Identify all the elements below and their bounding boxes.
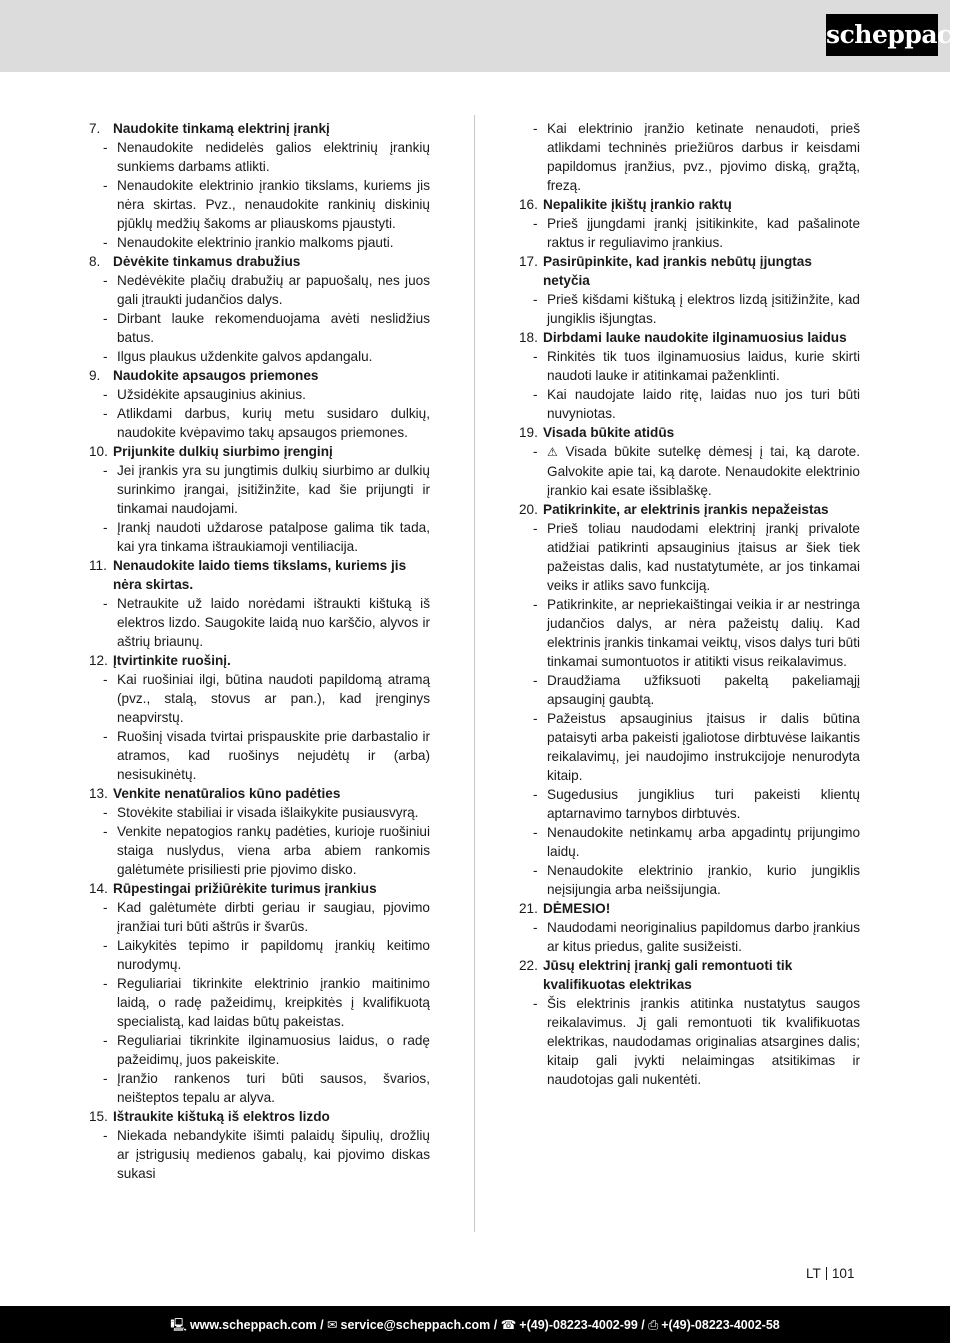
section-title: Rūpestingai prižiūrėkite turimus įrankius: [113, 881, 377, 896]
list-item-text: [117, 727, 430, 784]
list-item: [519, 785, 860, 823]
section-title: Ištraukite kištuką iš elektros lizdo: [113, 1109, 330, 1124]
dash-bullet: -: [103, 463, 108, 478]
section-heading: [89, 442, 430, 461]
section-number: 9.: [89, 368, 101, 383]
section-items: [89, 385, 430, 442]
section-7: [89, 119, 430, 252]
item-text: Kai ruošiniai ilgi, būtina naudoti papildomą atramą (pvz., stalą, stovus ar pan.), kad įrenginys neapvirstų.: [117, 672, 430, 725]
page-number-value: 101: [831, 1266, 855, 1281]
list-item: [89, 727, 430, 784]
item-text: Stovėkite stabiliai ir visada išlaikykite pusiausvyrą.: [117, 805, 419, 820]
column-divider: [474, 115, 475, 1232]
section-title: Venkite nenatūralios kūno padėties: [113, 786, 341, 801]
item-text: Dirbant lauke rekomenduojama avėti neslidžius batus.: [117, 311, 430, 345]
dash-bullet: -: [103, 178, 108, 193]
section-title: Visada būkite atidūs: [543, 425, 675, 440]
list-item: [519, 519, 860, 595]
section-heading: [89, 1107, 430, 1126]
item-text: Pažeistus apsauginius įtaisus ir dalis būtina pataisyti arba pakeisti įgaliotose dirbtuvėse laikantis reikalavimų, jei naudojimo instrukcijoje nenurodyta kitaip.: [547, 711, 860, 783]
item-text: Prieš įjungdami įrankį įsitikinkite, kad pašalinote raktus ir reguliavimo įrankius.: [547, 216, 860, 250]
list-item: [89, 309, 430, 347]
dash-bullet: -: [103, 596, 108, 611]
section-heading: [89, 252, 430, 271]
list-item-text: [547, 290, 860, 328]
right-column: [519, 119, 860, 1089]
section-heading: [519, 956, 860, 994]
section-20: [519, 500, 860, 899]
dash-bullet: -: [103, 900, 108, 915]
left-column: [89, 119, 430, 1183]
list-item-text: [547, 861, 860, 899]
item-text: Įrankį naudoti uždarose patalpose galima tik tada, kai yra tinkama ištraukiamoji ventiliacija.: [117, 520, 430, 554]
list-item: [89, 898, 430, 936]
section-number: 21.: [519, 901, 538, 916]
section-heading: [89, 119, 430, 138]
dash-bullet: -: [533, 825, 538, 840]
section-title: Dirbdami lauke naudokite ilginamuosius laidus: [543, 330, 847, 345]
section-22: [519, 956, 860, 1089]
warning-triangle-icon: ⚠: [547, 445, 562, 459]
item-text: Patikrinkite, ar nepriekaištingai veikia ir ar nestringa judančios dalys, ar nėra pažeistų dalių. Kad elektrinis įrankis tinkamai veiktų, visos dalys turi būti tinkamai sumontuotos ir atitikti visus reikalavimus.: [547, 597, 860, 669]
item-text: Laikykitės tepimo ir papildomų įrankių keitimo nurodymų.: [117, 938, 430, 972]
section-items: [519, 918, 860, 956]
dash-bullet: -: [533, 121, 538, 136]
item-text: Netraukite už laido norėdami ištraukti kištuką iš elektros lizdo. Saugokite laidą nuo karščio, alyvos ir aštrių briaunų.: [117, 596, 430, 649]
section-number: 19.: [519, 425, 538, 440]
list-item-text: [117, 138, 430, 176]
list-item-text: [117, 309, 430, 347]
item-text: Kad galėtumėte dirbti geriau ir saugiau, pjovimo įranžiai turi būti aštrūs ir švarūs.: [117, 900, 430, 934]
section-title: Naudokite tinkamą elektrinį įrankį: [113, 121, 330, 136]
list-item-text: [117, 1031, 430, 1069]
list-item-text: [117, 936, 430, 974]
dash-bullet: -: [533, 521, 538, 536]
section-number: 18.: [519, 330, 538, 345]
section-number: 14.: [89, 881, 108, 896]
dash-bullet: -: [103, 1033, 108, 1048]
section-title: Prijunkite dulkių siurbimo įrenginį: [113, 444, 333, 459]
list-item-text: [117, 176, 430, 233]
section-items: [519, 442, 860, 500]
list-item: [89, 233, 430, 252]
dash-bullet: -: [103, 805, 108, 820]
section-title: Nenaudokite laido tiems tikslams, kuriems jis nėra skirtas.: [113, 558, 407, 592]
section-11: [89, 556, 430, 651]
item-text: Šis elektrinis įrankis atitinka nustatytus saugos reikalavimus. Jį gali remontuoti tik kvalifikuotas elektrikas, naudodamas originalias atsargines dalis; kitaip gali įvykti nelaimingas atsitikimas ir naudotojas gali nukentėti.: [547, 996, 860, 1087]
section-title: Dėvėkite tinkamus drabužius: [113, 254, 301, 269]
list-item: [89, 385, 430, 404]
section-items: [519, 347, 860, 423]
list-item-text: [547, 385, 860, 423]
list-item: [519, 595, 860, 671]
list-item: [89, 803, 430, 822]
section-number: 12.: [89, 653, 108, 668]
section-heading: [89, 879, 430, 898]
dash-bullet: -: [103, 387, 108, 402]
item-text: Jei įrankis yra su jungtimis dulkių siurbimo ar dulkių surinkimo įrangai, įsitižinžite, kad šie prijungti ir tinkamai naudojami.: [117, 463, 430, 516]
list-item-text: [547, 347, 860, 385]
section-title: Pasirūpinkite, kad įrankis nebūtų įjungtas netyčia: [543, 254, 812, 288]
list-item-text: [117, 1069, 430, 1107]
section-items: [89, 461, 430, 556]
section-17: [519, 252, 860, 328]
list-item: [89, 1031, 430, 1069]
list-item-text: [117, 822, 430, 879]
list-item: [89, 518, 430, 556]
item-text: Nedėvėkite plačių drabužių ar papuošalų, nes juos gali įtraukti judančios dalys.: [117, 273, 430, 307]
list-item: [519, 709, 860, 785]
footer-email[interactable]: service@scheppach.com /: [340, 1318, 498, 1332]
dash-bullet: -: [533, 444, 538, 459]
list-item-text: [117, 233, 430, 252]
item-text: Nenaudokite elektrinio įrankio tikslams, kuriems jis nėra skirtas. Pvz., nenaudokite rankinių diskinių pjūklų medžių šakoms ar pliauskoms pjaustyti.: [117, 178, 430, 231]
dash-bullet: -: [533, 996, 538, 1011]
item-text: Reguliariai tikrinkite elektrinio įrankio maitinimo laidą, o radę pažeidimų, kreipkitės į kvalifikuotą specialistą, kad laidas būtų pakeistas.: [117, 976, 430, 1029]
section-18: [519, 328, 860, 423]
list-item: [519, 119, 860, 195]
item-text: Ruošinį visada tvirtai prispauskite prie darbastalio ir atramos, kad ruošinys nejudėtų ir (arba) nesisukinėtų.: [117, 729, 430, 782]
item-text: Venkite nepatogios rankų padėties, kurioje ruošiniui staiga nuslydus, viena arba abiem rankomis galėtumėte prisiliesti prie pjovimo disko.: [117, 824, 430, 877]
section-items: [89, 1126, 430, 1183]
list-item: [519, 994, 860, 1089]
item-text: Nenaudokite netinkamų arba apgadintų prijungimo laidų.: [547, 825, 860, 859]
section-items: [89, 594, 430, 651]
dash-bullet: -: [103, 1128, 108, 1143]
dash-bullet: -: [533, 787, 538, 802]
section-number: 7.: [89, 121, 101, 136]
section-19: [519, 423, 860, 500]
list-item-text: [117, 670, 430, 727]
list-item-text: [547, 595, 860, 671]
section-15: [89, 1107, 430, 1183]
list-item-text: [117, 461, 430, 518]
section-title: Jūsų elektrinį įrankį gali remontuoti tik kvalifikuotas elektrikas: [543, 958, 793, 992]
footer-fax: +(49)-08223-4002-58: [661, 1318, 780, 1332]
header-bar: [0, 0, 969, 72]
section-title: Įtvirtinkite ruošinį.: [113, 653, 231, 668]
section-items: [89, 803, 430, 879]
item-text: Ilgus plaukus uždenkite galvos apdangalu.: [117, 349, 373, 364]
section-heading: [519, 252, 860, 290]
section-12: [89, 651, 430, 784]
list-item-text: [547, 994, 860, 1089]
section-heading: [519, 328, 860, 347]
list-item: [89, 670, 430, 727]
section-number: 8.: [89, 254, 101, 269]
section-title: Patikrinkite, ar elektrinis įrankis nepažeistas: [543, 502, 829, 517]
list-item: [89, 1069, 430, 1107]
list-item-text: [117, 271, 430, 309]
list-item: [519, 442, 860, 500]
item-text: Įranžio rankenos turi būti sausos, švarios, neišteptos tepalu ar alyva.: [117, 1071, 430, 1105]
page-separator: [826, 1267, 827, 1280]
item-text: Sugedusius jungiklius turi pakeisti klientų aptarnavimo tarnybos dirbtuvės.: [547, 787, 860, 821]
list-item: [89, 176, 430, 233]
section-items: [519, 519, 860, 899]
section-items: [519, 214, 860, 252]
list-item: [519, 290, 860, 328]
list-item-text: [117, 404, 430, 442]
item-text: Nenaudokite elektrinio įrankio, kurio jungiklis neįsijungia arba neišsijungia.: [547, 863, 860, 897]
list-item-text: [547, 709, 860, 785]
item-text: Naudodami neoriginalius papildomus darbo įrankius ar kitus priedus, galite susižeisti.: [547, 920, 860, 954]
list-item: [89, 138, 430, 176]
section-number: 13.: [89, 786, 108, 801]
list-item: [89, 1126, 430, 1183]
phone-icon: ☎: [500, 1317, 517, 1332]
footer-bar: [0, 1306, 950, 1343]
list-item: [89, 461, 430, 518]
list-item-text: [117, 974, 430, 1031]
section-number: 17.: [519, 254, 538, 269]
dash-bullet: -: [103, 406, 108, 421]
section-heading: [519, 423, 860, 442]
item-text: Kai elektrinio įranžio ketinate nenaudoti, prieš atlikdami techninės priežiūros darbus ir keisdami papildomus įranžius, pvz., pjovimo diską, grąžtą, frezą.: [547, 121, 860, 193]
item-text: Atlikdami darbus, kurių metu susidaro dulkių, naudokite kvėpavimo takų apsaugos priemones.: [117, 406, 430, 440]
section-21: [519, 899, 860, 956]
dash-bullet: -: [103, 1071, 108, 1086]
list-item-text: [547, 671, 860, 709]
section-heading: [89, 556, 430, 594]
item-text: Nenaudokite nedidelės galios elektrinių įrankių sunkiems darbams atlikti.: [117, 140, 430, 174]
section-heading: [519, 500, 860, 519]
item-text: Rinkitės tik tuos ilginamuosius laidus, kurie skirti naudoti lauke ir atitinkamai paženklinti.: [547, 349, 860, 383]
list-item: [519, 385, 860, 423]
list-item-text: [117, 518, 430, 556]
dash-bullet: -: [533, 920, 538, 935]
list-item-text: [547, 785, 860, 823]
dash-bullet: -: [103, 140, 108, 155]
section-number: 16.: [519, 197, 538, 212]
section-items: [519, 994, 860, 1089]
section-number: 22.: [519, 958, 538, 973]
dash-bullet: -: [103, 729, 108, 744]
section-heading: [519, 195, 860, 214]
section-items: [519, 290, 860, 328]
list-item-text: [117, 347, 430, 366]
dash-bullet: -: [533, 292, 538, 307]
item-text: Užsidėkite apsauginius akinius.: [117, 387, 306, 402]
list-item-text: [547, 119, 860, 195]
list-item: [519, 918, 860, 956]
dash-bullet: -: [103, 311, 108, 326]
list-item: [519, 214, 860, 252]
dash-bullet: -: [103, 273, 108, 288]
list-item: [89, 974, 430, 1031]
section-items: [89, 670, 430, 784]
dash-bullet: -: [533, 387, 538, 402]
item-text: Prieš toliau naudodami elektrinį įrankį privalote atidžiai patikrinti apsauginius įtaisus ar šiek tiek pažeistas dalis, kad nustatytumėte, ar jos tinkamai veiks ir atliks savo funkciją.: [547, 521, 860, 593]
section-8: [89, 252, 430, 366]
fax-icon: ⎙: [648, 1317, 659, 1332]
section-items: [89, 271, 430, 366]
section-heading: [89, 651, 430, 670]
continued-list: [519, 119, 860, 195]
item-text: Niekada nebandykite išimti palaidų šipulių, drožlių ar įstrigusių medienos gabalų, kai pjovimo diskas sukasi: [117, 1128, 430, 1181]
dash-bullet: -: [533, 216, 538, 231]
dash-bullet: -: [533, 349, 538, 364]
section-heading: [519, 899, 860, 918]
section-title: DĖMESIO!: [543, 901, 611, 916]
section-heading: [89, 784, 430, 803]
page-number: [806, 1265, 855, 1283]
section-title: Nepalikite įkištų įrankio raktų: [543, 197, 732, 212]
list-item-text: [547, 442, 860, 500]
list-item: [89, 936, 430, 974]
section-10: [89, 442, 430, 556]
section-13: [89, 784, 430, 879]
list-item-text: [547, 918, 860, 956]
section-14: [89, 879, 430, 1107]
section-number: 10.: [89, 444, 108, 459]
computer-icon: 🖳: [170, 1317, 187, 1332]
item-text: Nenaudokite elektrinio įrankio malkoms pjauti.: [117, 235, 394, 250]
page-language: LT: [806, 1266, 821, 1281]
section-number: 11.: [89, 558, 107, 573]
list-item: [89, 822, 430, 879]
dash-bullet: -: [103, 824, 108, 839]
section-heading: [89, 366, 430, 385]
list-item-text: [117, 594, 430, 651]
list-item: [89, 404, 430, 442]
list-item: [89, 594, 430, 651]
dash-bullet: -: [103, 976, 108, 991]
list-item: [519, 823, 860, 861]
list-item-text: [547, 823, 860, 861]
item-text: Draudžiama užfiksuoti pakeltą pakeliamąjį apsauginį gaubtą.: [547, 673, 860, 707]
section-items: [89, 138, 430, 252]
dash-bullet: -: [533, 711, 538, 726]
item-text: Prieš kišdami kištuką į elektros lizdą įsitižinžite, kad jungiklis išjungtas.: [547, 292, 860, 326]
list-item-text: [117, 898, 430, 936]
footer-web[interactable]: www.scheppach.com /: [189, 1318, 324, 1332]
dash-bullet: -: [533, 597, 538, 612]
list-item-text: [547, 519, 860, 595]
dash-bullet: -: [533, 673, 538, 688]
list-item: [519, 861, 860, 899]
mail-icon: ✉: [327, 1317, 338, 1332]
dash-bullet: -: [103, 938, 108, 953]
list-item: [89, 347, 430, 366]
list-item: [519, 671, 860, 709]
footer-phone: +(49)-08223-4002-99 /: [519, 1318, 645, 1332]
list-item: [89, 271, 430, 309]
dash-bullet: -: [103, 349, 108, 364]
section-16: [519, 195, 860, 252]
item-text: Kai naudojate laido ritę, laidas nuo jos turi būti nuvyniotas.: [547, 387, 860, 421]
item-text: Visada būkite sutelkę dėmesį į tai, ką darote. Galvokite apie tai, ką darote. Nenaudokite elektrinio įrankio kai esate išsiblaškę.: [547, 444, 860, 498]
list-item: [519, 347, 860, 385]
section-title: Naudokite apsaugos priemones: [113, 368, 319, 383]
list-item-text: [117, 1126, 430, 1183]
section-items: [89, 898, 430, 1107]
section-number: 20.: [519, 502, 538, 517]
item-text: Reguliariai tikrinkite ilginamuosius laidus, o radę pažeidimų, juos pakeiskite.: [117, 1033, 430, 1067]
section-number: 15.: [89, 1109, 108, 1124]
list-item-text: [117, 385, 430, 404]
scheppach-logo: scheppach: [826, 14, 938, 56]
section-9: [89, 366, 430, 442]
list-item-text: [547, 214, 860, 252]
dash-bullet: -: [103, 672, 108, 687]
dash-bullet: -: [533, 863, 538, 878]
list-item-text: [117, 803, 430, 822]
dash-bullet: -: [103, 520, 108, 535]
dash-bullet: -: [103, 235, 108, 250]
